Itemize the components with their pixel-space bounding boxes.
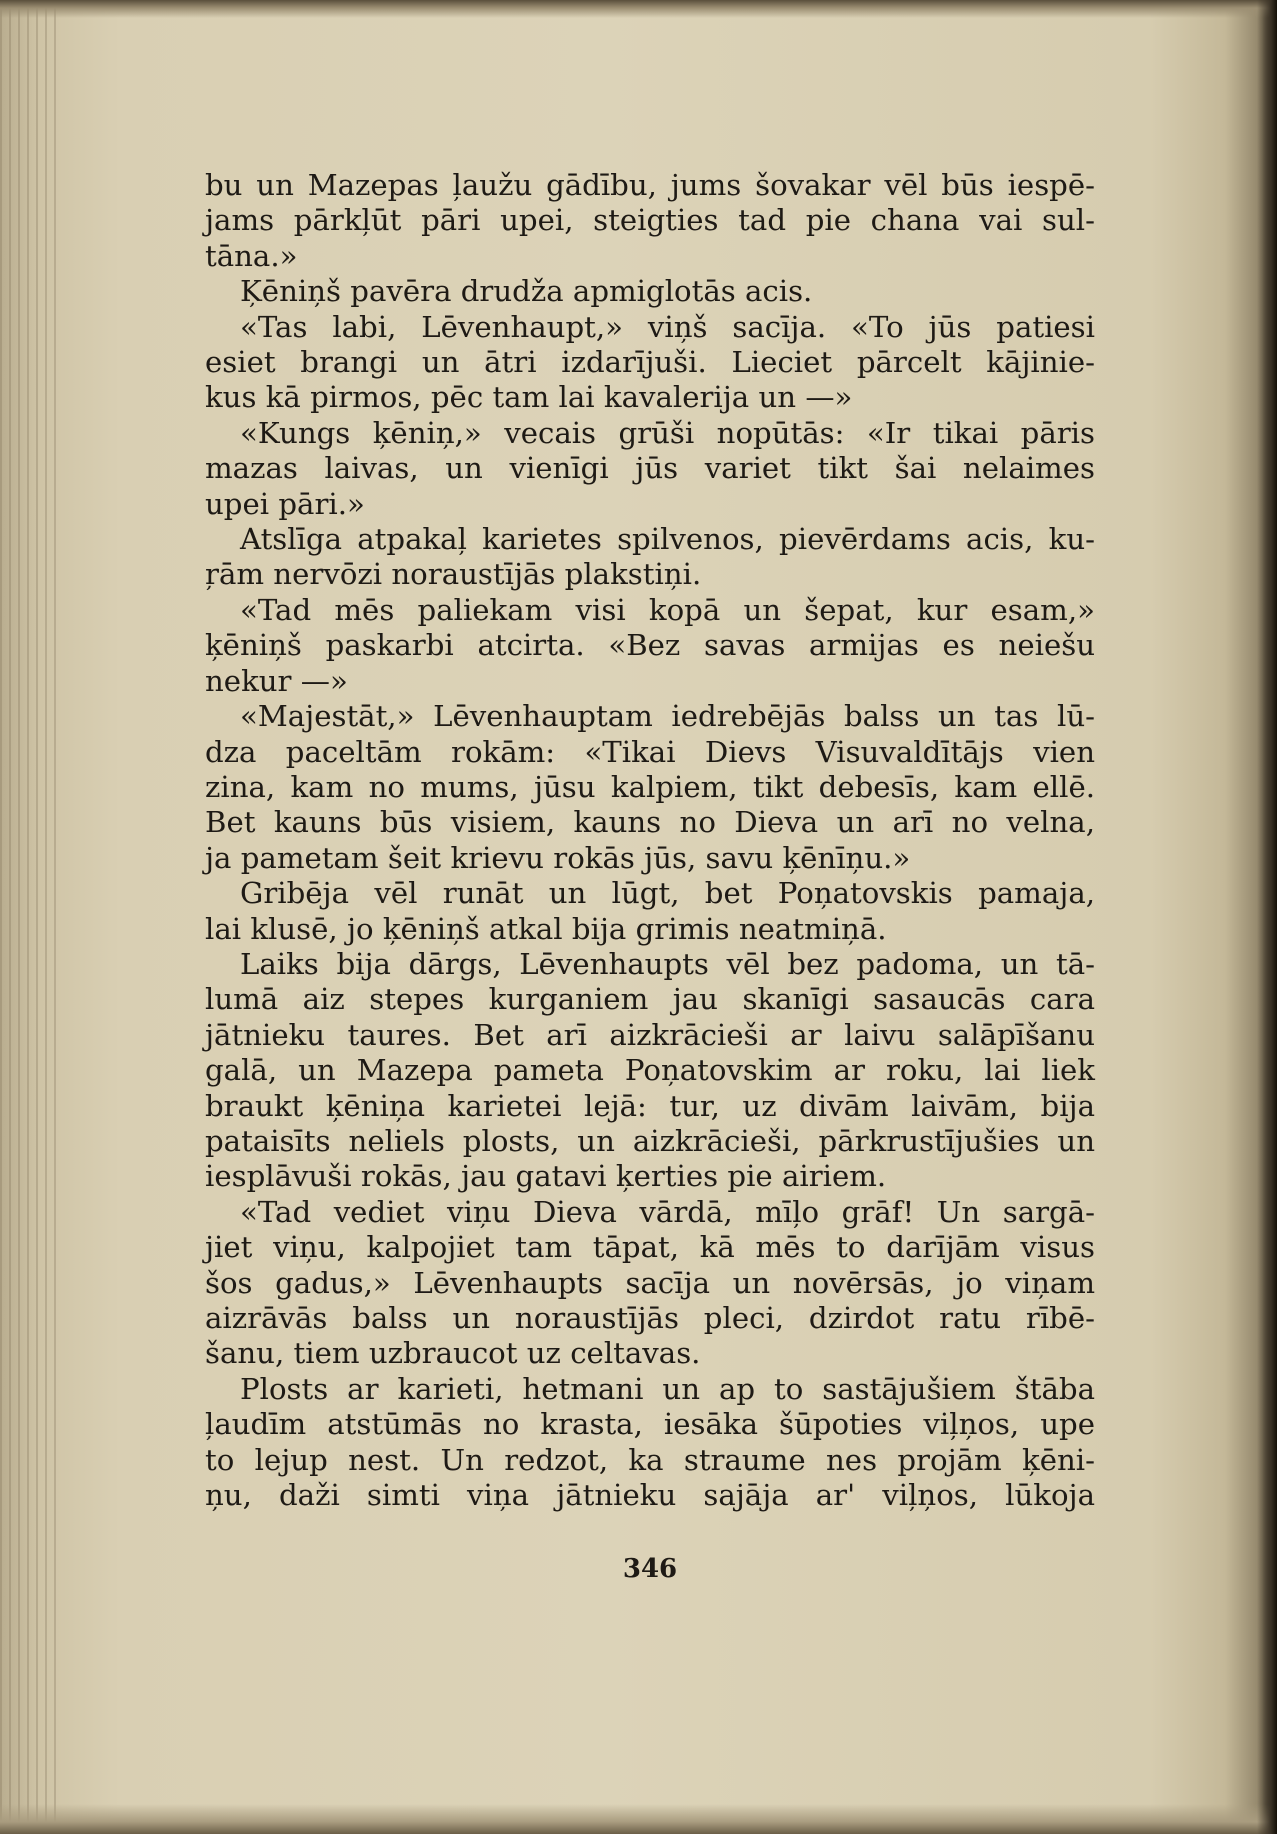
text-line: Plosts ar karieti, hetmani un ap to sastājušiem štāba [240,1371,1095,1406]
text-line: tāna.» [205,238,298,273]
text-line: ņu, daži simti viņa jātnieku sajāja ar' viļņos, lūkoja [205,1478,1095,1513]
text-line: Gribēja vēl runāt un lūgt, bet Poņatovskis pamaja, [240,876,1095,911]
text-line: ŗām nervōzi noraustījās plakstiņi. [205,557,702,592]
text-line: ļaudīm atstūmās no krasta, iesāka šūpoties viļņos, upe [205,1407,1095,1442]
text-line: jams pārkļūt pāri upei, steigties tad pie chana vai sul- [205,203,1095,238]
text-line: Ķēniņš pavēra drudža apmiglotās acis. [240,274,813,309]
text-line: «Tad mēs paliekam visi kopā un šepat, kur esam,» [240,592,1095,627]
text-line: jiet viņu, kalpojiet tam tāpat, kā mēs to darījām visus [205,1230,1095,1265]
page-binding-right-edge [1257,0,1277,1834]
text-line: «Kungs ķēniņ,» vecais grūši nopūtās: «Ir tikai pāris [240,415,1095,450]
text-line: Laiks bija dārgs, Lēvenhaupts vēl bez padoma, un tā- [240,946,1095,981]
text-line: braukt ķēniņa karietei lejā: tur, uz divām laivām, bija [205,1088,1095,1123]
text-line: mazas laivas, un vienīgi jūs variet tikt šai nelaimes [205,451,1095,486]
text-line: dza paceltām rokām: «Tikai Dievs Visuvaldītājs vien [205,734,1095,769]
text-line: «Majestāt,» Lēvenhauptam iedrebējās balss un tas lū- [240,699,1095,734]
text-line: upei pāri.» [205,486,365,521]
page-bottom-edge [0,1804,1277,1834]
text-line: bu un Mazepas ļaužu gādību, jums šovakar vēl būs iespē- [205,168,1095,202]
page-top-edge [0,0,1277,18]
text-line: pataisīts neliels plosts, un aizkrācieši, pārkrustījušies un [205,1123,1095,1158]
text-line: Atslīga atpakaļ karietes spilvenos, pievērdams acis, ku- [240,522,1095,557]
text-line: galā, un Mazepa pameta Poņatovskim ar roku, lai liek [205,1053,1095,1088]
body-text [205,168,1095,1513]
text-line: iesplāvuši rokās, jau gatavi ķerties pie airiem. [205,1159,887,1194]
text-line: šos gadus,» Lēvenhaupts sacīja un novērsās, jo viņam [205,1265,1095,1300]
text-line: kus kā pirmos, pēc tam lai kavalerija un —» [205,380,853,415]
text-line: ķēniņš paskarbi atcirta. «Bez savas armijas es neiešu [205,628,1095,663]
text-line: «Tad vediet viņu Dieva vārdā, mīļo grāf! Un sargā- [240,1194,1095,1229]
text-line: ja pametam šeit krievu rokās jūs, savu ķēnīņu.» [205,840,911,875]
text-line: zina, kam no mums, jūsu kalpiem, tikt debesīs, kam ellē. [205,769,1095,804]
text-line: jātnieku taures. Bet arī aizkrācieši ar laivu salāpīšanu [205,1017,1095,1052]
page-number: 346 [622,1554,678,1584]
text-line: esiet brangi un ātri izdarījuši. Liеciet pārcelt kājinie- [205,345,1095,380]
text-line: lumā aiz stepes kurganiem jau skanīgi sasaucās cara [205,982,1095,1017]
text-line: lai klusē, jo ķēniņš atkal bija grimis neatmiņā. [205,911,887,946]
text-line: to lejup nest. Un redzot, ka straume nes projām ķēni- [205,1442,1095,1477]
text-line: šanu, tiem uzbraucot uz celtavas. [205,1336,701,1371]
text-line: «Tas labi, Lēvenhaupt,» viņš sacīja. «To jūs patiesi [240,309,1095,344]
text-line: nekur —» [205,663,348,698]
text-line: Bet kauns būs visiem, kauns no Dieva un arī no velna, [205,805,1095,840]
page-stack-left-edge [0,0,58,1834]
text-line: aizrāvās balss un noraustījās pleci, dzirdot ratu rībē- [205,1301,1095,1335]
